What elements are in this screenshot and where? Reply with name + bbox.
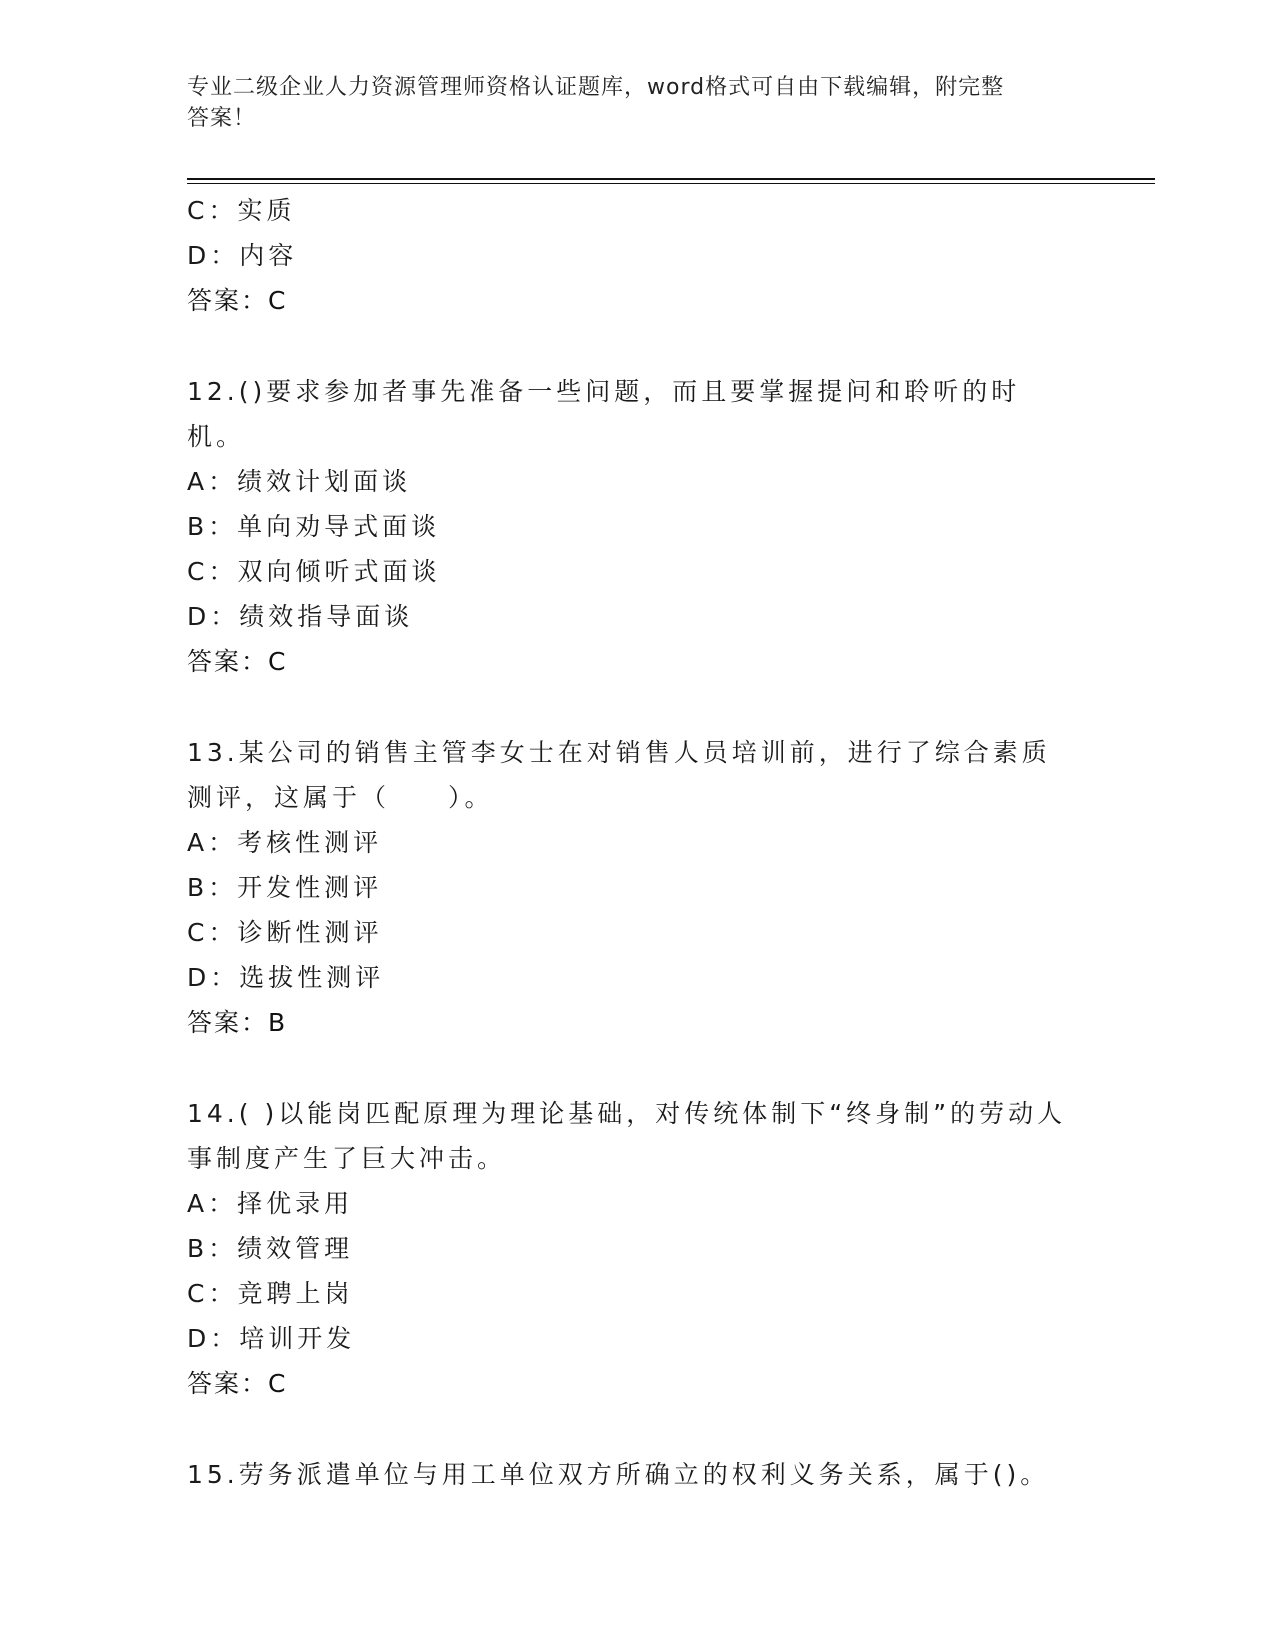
option-c: C：实质 (187, 196, 296, 225)
answer-line: 答案：B (187, 1008, 288, 1037)
option-b: B：开发性测评 (187, 873, 383, 902)
option-d: D：绩效指导面谈 (187, 602, 414, 631)
question-body (187, 188, 1087, 1497)
question-15-text: 15.劳务派遣单位与用工单位双方所确立的权利义务关系，属于()。 (187, 1460, 1050, 1489)
option-a: A：择优录用 (187, 1189, 354, 1218)
option-b: B：绩效管理 (187, 1234, 354, 1263)
header-line-1: 专业二级企业人力资源管理师资格认证题库，word格式可自由下载编辑，附完整 (187, 75, 1005, 100)
option-c: C：竞聘上岗 (187, 1279, 354, 1308)
question-14-text: 14.( )以能岗匹配原理为理论基础，对传统体制下“终身制”的劳动人事制度产生了巨大冲击。 (187, 1099, 1067, 1173)
answer-line: 答案：C (187, 647, 288, 676)
document-header (187, 72, 1067, 134)
question-12-text: 12.()要求参加者事先准备一些问题，而且要掌握提问和聆听的时机。 (187, 377, 1021, 451)
option-a: A：考核性测评 (187, 828, 383, 857)
option-a: A：绩效计划面谈 (187, 467, 412, 496)
option-c: C：双向倾听式面谈 (187, 557, 441, 586)
answer-line: 答案：C (187, 286, 288, 315)
question-13-text: 13.某公司的销售主管李女士在对销售人员培训前，进行了综合素质测评，这属于（ ）。 (187, 738, 1051, 812)
answer-line: 答案：C (187, 1369, 288, 1398)
header-rule-thin (187, 183, 1155, 184)
option-d: D：选拔性测评 (187, 963, 385, 992)
header-rule-thick (187, 178, 1155, 180)
option-d: D：培训开发 (187, 1324, 356, 1353)
option-b: B：单向劝导式面谈 (187, 512, 441, 541)
option-d: D：内容 (187, 241, 298, 270)
header-line-2: 答案！ (187, 106, 257, 131)
option-c: C：诊断性测评 (187, 918, 383, 947)
